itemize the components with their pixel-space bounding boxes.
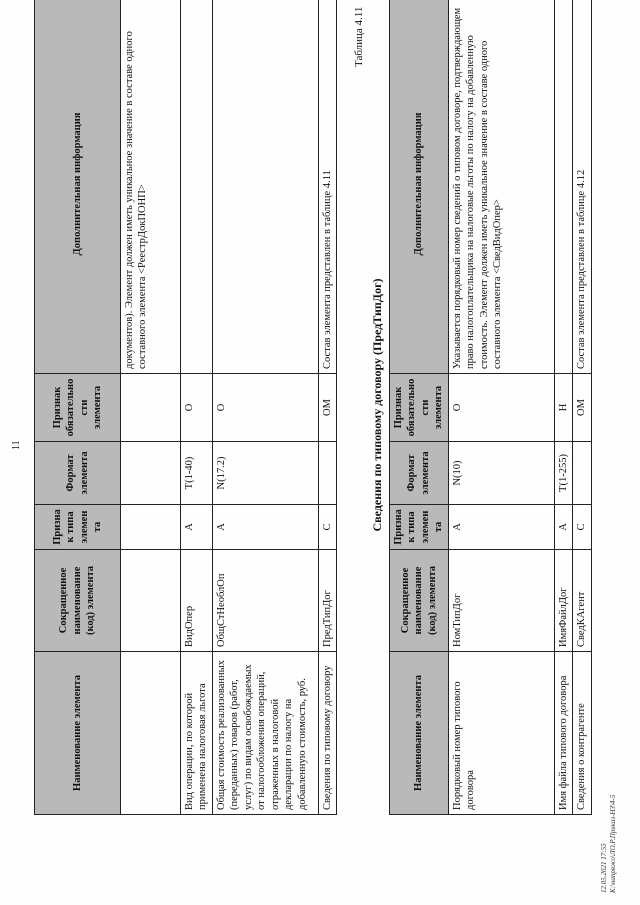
table-row <box>554 0 572 815</box>
header-format: Формат элемента <box>390 442 449 505</box>
header-code: Сокращенное наименование (код) элемента <box>35 550 121 652</box>
cell-type <box>121 505 181 550</box>
table-caption: Таблица 4.11 <box>353 6 365 67</box>
cell-name: Вид операции, по которой применена налоговая льгота <box>181 652 213 815</box>
footer-stamp <box>600 795 618 893</box>
cell-type: С <box>318 505 336 550</box>
elements-table-continued <box>34 0 337 815</box>
cell-code: СведКАгент <box>573 550 591 652</box>
cell-name: Общая стоимость реализованных (переданных) товаров (работ, услуг) по видам освобождаемых от налогообложения операций, отраженных в налоговой декларации по налогу на добавленную стоимость, руб. <box>212 652 318 815</box>
page-number: 11 <box>11 440 22 450</box>
header-info: Дополнительная информация <box>35 0 121 374</box>
cell-code: ИмяФайлДог <box>554 550 572 652</box>
table-header-row <box>35 0 121 815</box>
header-required: Признак обязательности элемента <box>35 374 121 442</box>
cell-name <box>121 652 181 815</box>
header-required: Признак обязательности элемента <box>390 374 449 442</box>
header-type: Признак типа элемента <box>390 505 449 550</box>
cell-name: Порядковый номер типового договора <box>448 652 554 815</box>
table-row <box>318 0 336 815</box>
cell-required: ОМ <box>318 374 336 442</box>
cell-code: ОбщСтНеоблОп <box>212 550 318 652</box>
cell-code: ПредТипДог <box>318 550 336 652</box>
footer-date: 12.05.2021 17:55 <box>600 843 608 893</box>
table-row <box>448 0 554 815</box>
table-title: Сведения по типовому договору (ПредТипДог) <box>370 278 384 532</box>
cell-type: А <box>212 505 318 550</box>
header-code: Сокращенное наименование (код) элемента <box>390 550 449 652</box>
cell-code: ВидОпер <box>181 550 213 652</box>
elements-table-4-11 <box>389 0 592 815</box>
cell-info: Указывается порядковый номер сведений о типовом договоре, подтверждающем право налогоплательщика на налоговые льготы по налогу на добавленную стоимость. Элемент должен иметь уникальное значение в составе одного составного элемента <СведВидОпер> <box>448 0 554 374</box>
cell-format: N(17.2) <box>212 442 318 505</box>
cell-format: Т(1-40) <box>181 442 213 505</box>
cell-code: НомТипДог <box>448 550 554 652</box>
cell-required <box>121 374 181 442</box>
cell-info: документов). Элемент должен иметь уникальное значение в составе одного составного элемента <РеестрДокПОНП> <box>121 0 181 374</box>
cell-name: Сведения о контрагенте <box>573 652 591 815</box>
cell-info: Состав элемента представлен в таблице 4.11 <box>318 0 336 374</box>
cell-required: ОМ <box>573 374 591 442</box>
cell-code <box>121 550 181 652</box>
header-info: Дополнительная информация <box>390 0 449 374</box>
table-header-row <box>390 0 449 815</box>
cell-required: О <box>212 374 318 442</box>
cell-format <box>121 442 181 505</box>
cell-name: Сведения по типовому договору <box>318 652 336 815</box>
cell-required: О <box>181 374 213 442</box>
header-type: Признак типа элемента <box>35 505 121 550</box>
cell-type: А <box>554 505 572 550</box>
cell-format <box>318 442 336 505</box>
cell-name: Имя файла типового договора <box>554 652 572 815</box>
header-format: Формат элемента <box>35 442 121 505</box>
cell-format: Т(1-255) <box>554 442 572 505</box>
cell-type: С <box>573 505 591 550</box>
header-name: Наименование элемента <box>390 652 449 815</box>
cell-required: О <box>448 374 554 442</box>
table-row <box>573 0 591 815</box>
cell-type: А <box>181 505 213 550</box>
cell-type: А <box>448 505 554 550</box>
cell-required: Н <box>554 374 572 442</box>
table-row <box>121 0 181 815</box>
cell-format: N(10) <box>448 442 554 505</box>
cell-info <box>212 0 318 374</box>
cell-format <box>573 442 591 505</box>
cell-info <box>181 0 213 374</box>
table-row <box>212 0 318 815</box>
cell-info: Состав элемента представлен в таблице 4.12 <box>573 0 591 374</box>
cell-info <box>554 0 572 374</box>
footer-path: К:\напряжо\ЛО.Р.Приказ-НЗ\4-5 <box>609 794 618 893</box>
header-name: Наименование элемента <box>35 652 121 815</box>
table-row <box>181 0 213 815</box>
